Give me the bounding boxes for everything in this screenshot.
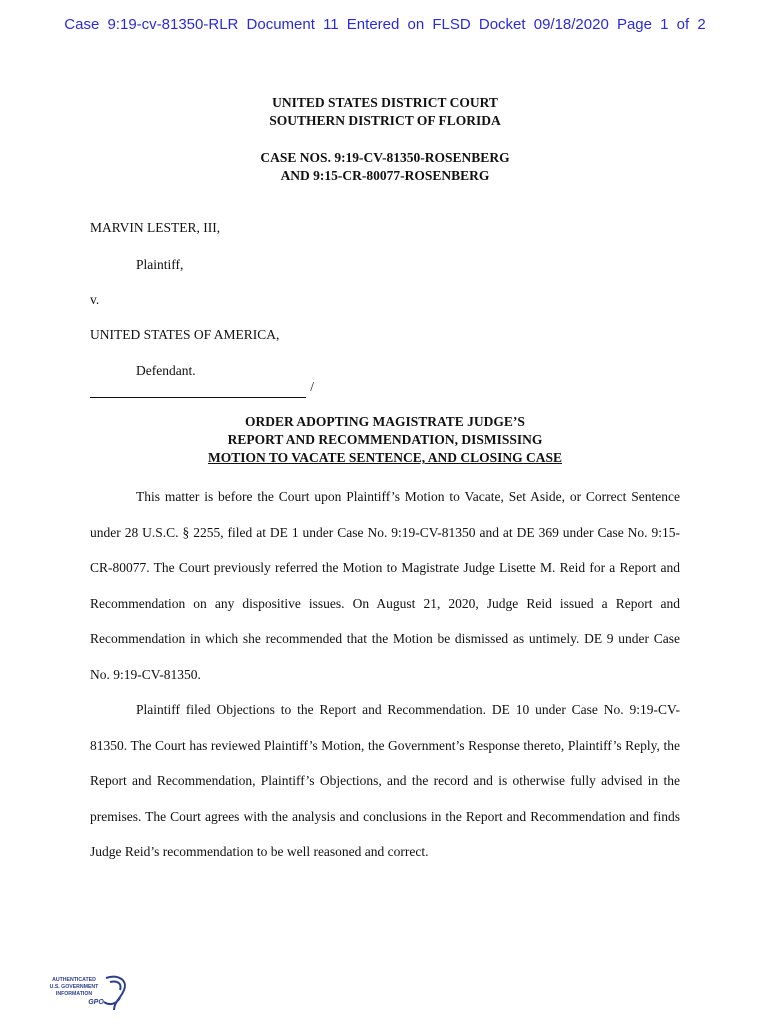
caption-rule [90,379,314,398]
logo-line1: AUTHENTICATED [52,977,96,983]
docket-header: Case 9:19-cv-81350-RLR Document 11 Entered on FLSD Docket 09/18/2020 Page 1 of 2 [64,16,706,33]
case-numbers [0,149,770,185]
plaintiff-name: MARVIN LESTER, III, [90,220,221,235]
case-numbers-line1: CASE NOS. 9:19-CV-81350-ROSENBERG [260,150,510,165]
order-title-line1: ORDER ADOPTING MAGISTRATE JUDGE’S [245,414,525,429]
logo-line3: INFORMATION [55,991,93,997]
eagle-icon [104,977,125,1010]
defendant-role: Defendant. [136,363,196,378]
order-title-line3: MOTION TO VACATE SENTENCE, AND CLOSING CASE [208,450,562,465]
paragraph-text: Plaintiff filed Objections to the Report and Recommendation. DE 10 under Case No. 9:19-CV-81350. The Court has reviewed Plaintiff’s Motion, the Government’s Response thereto, Plaintiff’s Reply, the Report and Recommendation, Plaintiff’s Objections, and the record and is otherwise fully advised in the premises. The Court agrees with the analysis and conclusions in the Report and Recommendation and finds Judge Reid’s recommendation to be well reasoned and correct. [90,702,680,860]
body-paragraph-1 [90,479,680,693]
order-title [0,413,770,467]
body-paragraph-2 [90,692,680,870]
versus: v. [90,292,100,307]
case-numbers-line2: AND 9:15-CR-80077-ROSENBERG [280,168,490,183]
court-name-line1: UNITED STATES DISTRICT COURT [272,95,498,110]
logo-mark: GPO [88,999,104,1006]
caption-slash: / [310,379,314,394]
logo-line2: U.S. GOVERNMENT [49,984,99,990]
gpo-authentication-logo [44,972,134,1014]
court-name-line2: SOUTHERN DISTRICT OF FLORIDA [269,113,501,128]
plaintiff-role: Plaintiff, [136,257,184,272]
paragraph-text: This matter is before the Court upon Plaintiff’s Motion to Vacate, Set Aside, or Correct Sentence under 28 U.S.C. § 2255, filed at DE 1 under Case No. 9:19-CV-81350 and at DE 369 under Case No. 9:15-CR-80077. The Court previously referred the Motion to Magistrate Judge Lisette M. Reid for a Report and Recommendation on any dispositive issues. On August 21, 2020, Judge Reid issued a Report and Recommendation in which she recommended that the Motion be dismissed as untimely. DE 9 under Case No. 9:19-CV-81350. [90,489,680,682]
defendant-name: UNITED STATES OF AMERICA, [90,327,280,342]
order-title-line2: REPORT AND RECOMMENDATION, DISMISSING [227,432,543,447]
court-name [0,94,770,130]
